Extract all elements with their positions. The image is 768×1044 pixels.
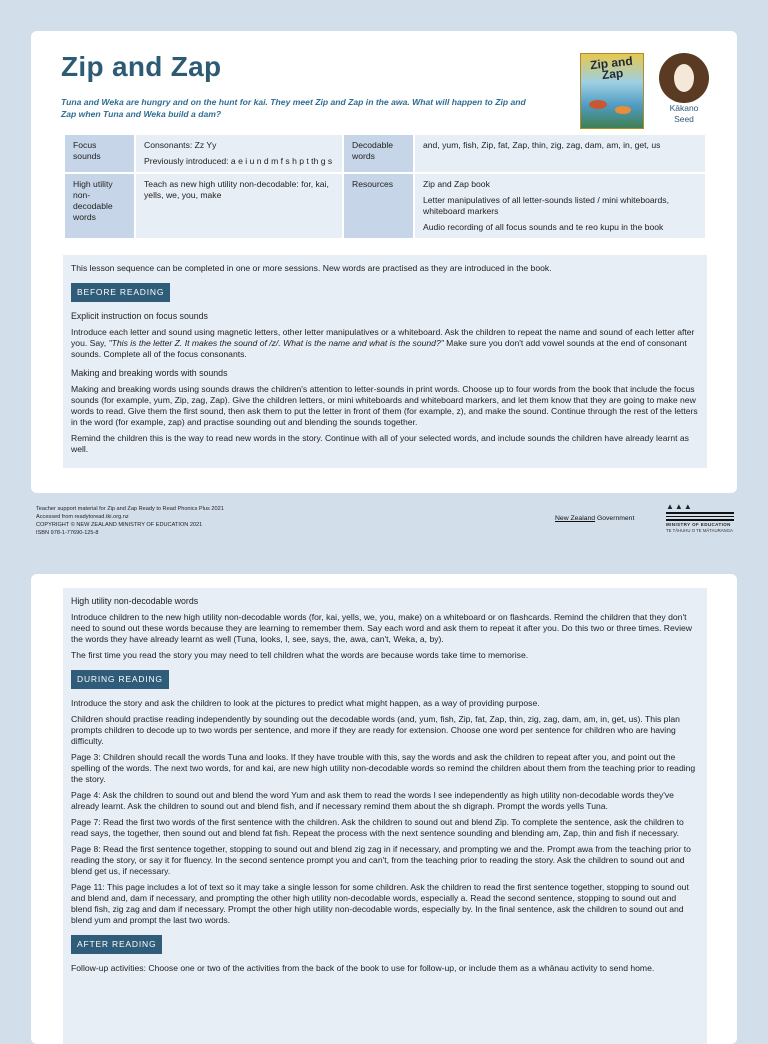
- during-paragraph: Page 8: Read the first sentence together, stopping to sound out and blend zig zag in if necessary, and prompting we and the. Prompt awa from the teaching prior to reading the story, or say it for fluency. In the second sentence prompt you and can't, from the teaching prior to reading the story. Ask the children to sound out and blend get us, if necessary.: [71, 844, 691, 876]
- resource-item: Audio recording of all focus sounds and te reo kupu in the book: [423, 222, 664, 232]
- decodable-words-value: and, yum, fish, Zip, fat, Zap, thin, zig, zag, dam, am, in, get, us: [414, 134, 706, 173]
- making-breaking-heading: Making and breaking words with sounds: [71, 368, 228, 378]
- after-reading-label: AFTER READING: [71, 935, 162, 954]
- book-cover-image: [580, 53, 644, 129]
- book-cover-title: Zip and Zap: [589, 53, 634, 83]
- page-1: [31, 31, 737, 493]
- reading-sections: [63, 588, 707, 1044]
- focus-sounds-label: Focus sounds: [64, 134, 135, 173]
- making-breaking-text: Making and breaking words using sounds draws the children's attention to letter-sounds in print words. Choose up to four words from the book that include the focus sounds (for example, yum, Zip, zag, Zap). Give the children letters, or mini whiteboards and whiteboard markers, and let them know that they are going to make new words to read. Give them the first sound, then ask them to put the letter in front of them (for example, z), and make the sound. Continue through the rest of the letters in the word (for example, zap) and practise sounding out and blending the sounds together.: [71, 384, 698, 427]
- during-paragraph: Children should practise reading independently by sounding out the decodable words (and, yum, fish, Zip, fat, Zap, thin, zig, zag, dam, am, in, get, us). This plan prompts children to decode up to two words per sentence, and more if they are ready for extension. Choose one word per sentence for children who are having difficulty.: [71, 714, 680, 746]
- nz-government-logo: New Zealand Government: [555, 515, 635, 522]
- explicit-instruction-heading: Explicit instruction on focus sounds: [71, 311, 208, 321]
- resources-value: [414, 173, 706, 239]
- lesson-info-table: [63, 133, 707, 240]
- resource-item: Zip and Zap book: [423, 179, 490, 189]
- high-utility-label: High utility non-decodable words: [64, 173, 135, 239]
- during-reading-label: DURING READING: [71, 670, 169, 689]
- seed-icon: [659, 53, 709, 103]
- high-utility-text: Introduce children to the new high utility non-decodable words (for, kai, yells, we, you, make) on a whiteboard or on flashcards. Remind the children that they don't need to sound out these words because they are learning to remember them. Say each word and ask them to repeat it after you. Do this two or three times. Review the words they have already learnt as well (Tuna, looks, I, see, says, the, awa, can't, Weka, a, by).: [71, 612, 692, 644]
- crown-icon: ▲▲▲: [666, 502, 693, 511]
- page-2: [31, 574, 737, 1044]
- explicit-instruction-text: Introduce each letter and sound using magnetic letters, other letter manipulatives or a whiteboard. Ask the children to repeat the name and sound of each letter after you. Say, "This is the letter Z. It makes the sound of /z/. What is the name and what is the sound?" Make sure you don't add vowel sounds at the end of consonant sounds. Complete all of the focus consonants.: [71, 327, 695, 359]
- before-reading-section: [63, 255, 707, 468]
- during-paragraph: Page 11: This page includes a lot of text so it may take a single lesson for some children. Ask the children to read the first sentence together, stopping to sound out and blend and, dam if necessary, and prompting the other high utility non-decodable words, especially a. Read the second sentence, stopping to sound out and blend fish, zig zag and dam if necessary. Prompt the other high utility non-decodable words, especially by. In the final sentence, ask the children to sound out and blend yum and prompt the last two words.: [71, 882, 689, 925]
- resource-item: Letter manipulatives of all letter-sounds listed / mini whiteboards, whiteboard markers: [423, 195, 669, 216]
- page-title: Zip and Zap: [61, 51, 222, 82]
- during-paragraph: Page 3: Children should recall the words Tuna and looks. If they have trouble with this, say the words and ask the children to repeat after you, and point out the spelling of the words. The next two words, for and kai, are new high utility non-decodable words so remind the children about them from the teaching prior to reading the story.: [71, 752, 696, 784]
- decodable-words-label: Decodable words: [343, 134, 414, 173]
- fish-icon: [615, 106, 631, 114]
- seed-level-label: Kākano Seed: [669, 103, 699, 124]
- high-utility-heading: High utility non-decodable words: [71, 596, 199, 606]
- during-paragraph: Page 7: Read the first two words of the first sentence with the children. Ask the children to sound out and blend Zip. To complete the sentence, ask the children to read says, the together, then sound out and blend fat fish. Repeat the process with the next sentence sounding and blending am, Zap, thin and fish if necessary.: [71, 817, 684, 838]
- ministry-of-education-logo: ▲▲▲ MINISTRY OF EDUCATION TE TĀHUHU O TE MĀTAURANGA: [666, 503, 738, 533]
- resources-label: Resources: [343, 173, 414, 239]
- lesson-note: This lesson sequence can be completed in one or more sessions. New words are practised as they are introduced in the book.: [71, 263, 552, 273]
- during-paragraph: Page 4: Ask the children to sound out and blend the word Yum and ask them to read the words I see independently as high utility non-decodable words they've already learnt. Ask the children to sound out and blend fish, and if necessary remind them about the sh digraph. Prompt the words yells Tuna.: [71, 790, 674, 811]
- focus-sounds-value: Consonants: Zz Yy Previously introduced: a e i u n d m f s h p t th g s: [135, 134, 343, 173]
- before-reading-label: BEFORE READING: [71, 283, 170, 302]
- high-utility-value: Teach as new high utility non-decodable: for, kai, yells, we, you, make: [135, 173, 343, 239]
- intro-text: Tuna and Weka are hungry and on the hunt for kai. They meet Zip and Zap in the awa. What will happen to Zip and Zap when Tuna and Weka build a dam?: [61, 97, 526, 119]
- copyright-info: Teacher support material for Zip and Zap Ready to Read Phonics Plus 2021 Accessed from readytoread.tki.org.nz COPYRIGHT © NEW ZEALAND MINISTRY OF EDUCATION 2021 ISBN 978-1-77690-125-8: [36, 506, 224, 536]
- remind-text: Remind the children this is the way to read new words in the story. Continue with all of your selected words, and include sounds the children have already learnt as well.: [71, 433, 689, 454]
- fish-icon: [589, 100, 607, 109]
- first-time-text: The first time you read the story you may need to tell children what the words are because words take time to memorise.: [71, 650, 529, 660]
- during-paragraph: Introduce the story and ask the children to look at the pictures to predict what might happen, as a way of providing purpose.: [71, 698, 540, 708]
- follow-up-text: Follow-up activities: Choose one or two of the activities from the back of the book to use for follow-up, or include them as a whānau activity to send home.: [71, 963, 655, 973]
